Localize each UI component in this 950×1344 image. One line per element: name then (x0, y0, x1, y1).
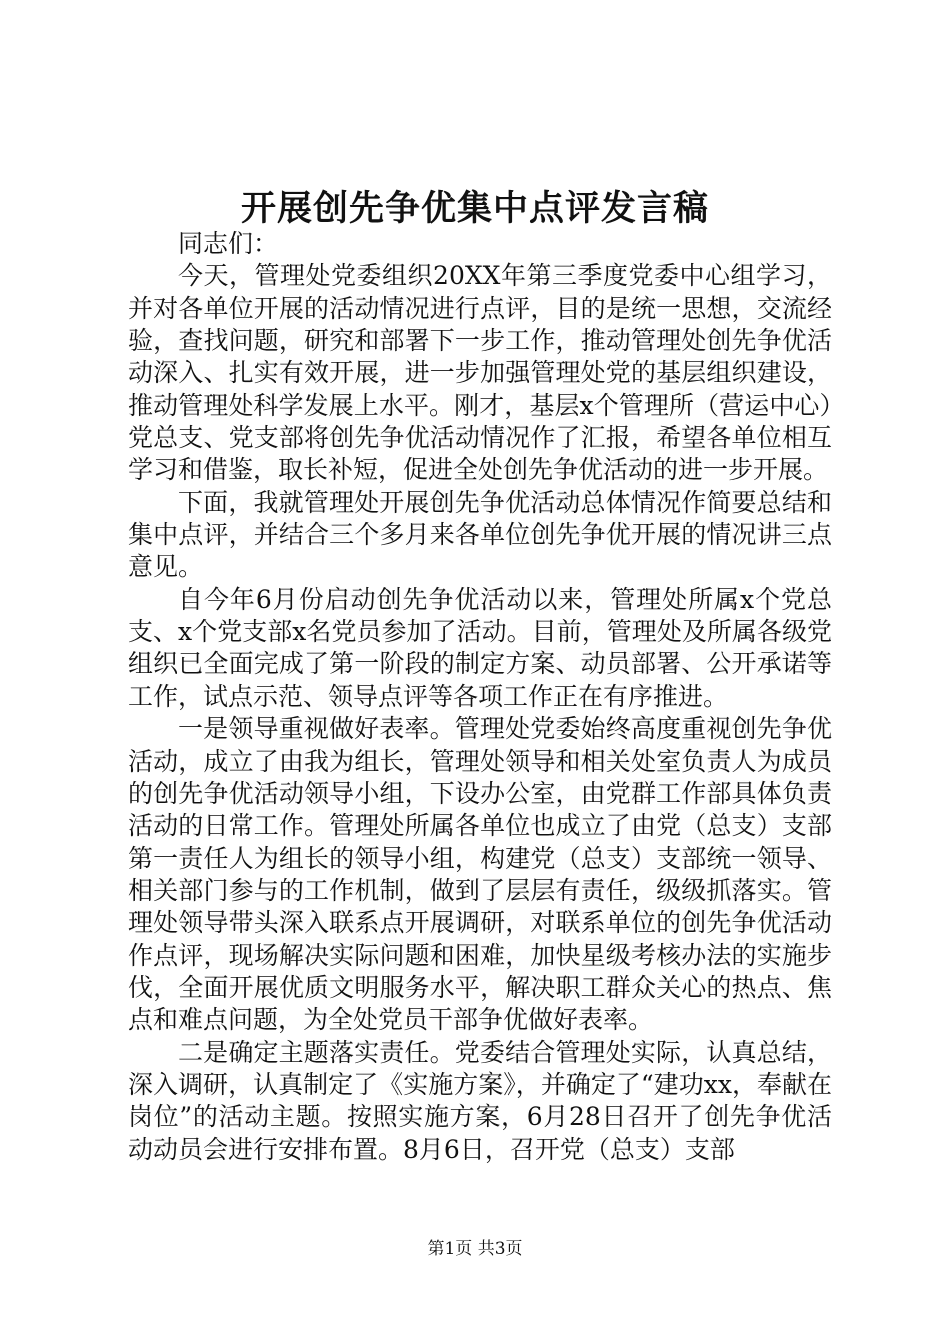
salutation: 同志们： (178, 229, 279, 258)
paragraph-outline: 下面，我就管理处开展创先争优活动总体情况作简要总结和集中点评，并结合三个多月来各单位创先争优开展的情况讲三点意见。 (128, 487, 832, 582)
document-title: 开展创先争优集中点评发言稿 (240, 188, 709, 229)
paragraph-point-one: 一是领导重视做好表率。管理处党委始终高度重视创先争优活动，成立了由我为组长，管理处领导和相关处室负责人为成员的创先争优活动领导小组，下设办公室，由党群工作部具体负责活动的日常工作。管理处所属各单位也成立了由党（总支）支部第一责任人为组长的领导小组，构建党（总支）支部统一领导、相关部门参与的工作机制，做到了层层有责任，级级抓落实。管理处领导带头深入联系点开展调研，对联系单位的创先争优活动作点评，现场解决实际问题和困难，加快星级考核办法的实施步伐，全面开展优质文明服务水平，解决职工群众关心的热点、焦点和难点问题，为全处党员干部争优做好表率。 (128, 714, 832, 1035)
page-number-footer: 第1页 共3页 (427, 1239, 523, 1259)
paragraph-point-two: 二是确定主题落实责任。党委结合管理处实际，认真总结，深入调研，认真制定了《实施方案》，并确定了“建功xx，奉献在岗位”的活动主题。按照实施方案，6月28日召开了创先争优活动动员会进行安排布置。8月6日，召开党（总支）支部 (128, 1037, 832, 1164)
paragraph-opening: 今天，管理处党委组织20XX年第三季度党委中心组学习，并对各单位开展的活动情况进行点评，目的是统一思想，交流经验，查找问题，研究和部署下一步工作，推动管理处创先争优活动深入、扎实有效开展，进一步加强管理处党的基层组织建设，推动管理处科学发展上水平。刚才，基层x个管理所（营运中心）党总支、党支部将创先争优活动情况作了汇报，希望各单位相互学习和借鉴，取长补短，促进全处创先争优活动的进一步开展。 (128, 261, 832, 485)
document-body (128, 228, 832, 1166)
paragraph-overview: 自今年6月份启动创先争优活动以来，管理处所属x个党总支、x个党支部x名党员参加了活动。目前，管理处及所属各级党组织已全面完成了第一阶段的制定方案、动员部署、公开承诺等工作，试点示范、领导点评等各项工作正在有序推进。 (128, 584, 832, 711)
